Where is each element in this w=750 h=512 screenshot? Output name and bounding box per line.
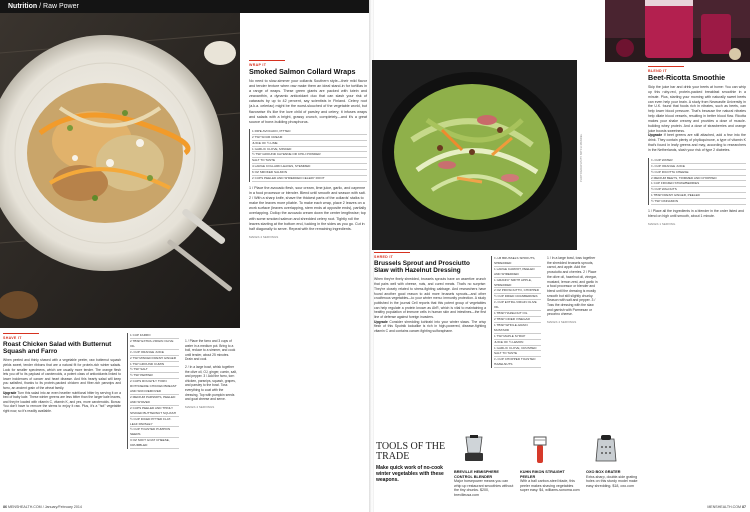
- shave-step-2: 2 / In a large bowl, whisk together the olive oil, OJ, ginger, cumin, salt, and pepper. 3 / Add the farro, torn chicken, parsnips, squash, grapes, and parsley to the bowl. Toss everything to coat with the dressing. Top with pumpkin seeds and goat cheese and serve.: [185, 364, 237, 402]
- ingredient-item: 2 OZ PROSCIUTTO, CHOPPED: [494, 288, 541, 294]
- ingredient-item: 1 TBSP HAZELNUT OIL: [494, 311, 541, 317]
- upgrade-label: Upgrade: [648, 133, 663, 138]
- ingredient-item: 2 CUPS ROUGHLY TORN ROTISSERIE CHICKEN BREAST AND SKIN REMOVED: [130, 379, 179, 395]
- ingredient-item: ½ TSP CINNAMON: [651, 199, 746, 205]
- ingredient-item: ½ CUP TOASTED PUMPKIN SEEDS: [130, 427, 179, 438]
- ingredient-item: 2 MEDIUM PARSNIPS, PEELED AND SHAVED: [130, 395, 179, 406]
- shave-ingredients: [127, 333, 179, 449]
- ingredient-item: ½ CUP WALNUTS: [651, 187, 746, 193]
- ingredient-item: 1 TSP GROUND CUMIN: [130, 362, 179, 368]
- ingredient-item: 2 TSP MINCED FRESH GINGER: [130, 356, 179, 362]
- left-folio: [3, 505, 82, 509]
- slaw-ingredients: [491, 256, 541, 368]
- upgrade-text: Turn this salad into an even heartier nutritional hitter by serving it on a bed of baby kale. These winter greens are less bitter than the larger kale leaves, and they're loaded with vitamin C, vitamin K, and yes, more carotenoids. Bonus: You don't have to remove the stems to enjoy it raw. Plus, it's a "hot" vegetable right now, so it's readily available.: [3, 390, 121, 413]
- slaw-article: [374, 252, 486, 334]
- slaw-image: [372, 60, 577, 250]
- wrap-ingredients: [249, 129, 367, 182]
- section-header: [0, 0, 370, 13]
- ingredient-item: 2 CUPS PEELED AND THINLY SHAVED BUTTERNUT SQUASH: [130, 406, 179, 417]
- tool-name: KUHN RIKON STRAIGHT PEELER: [520, 470, 565, 479]
- right-folio: [707, 505, 746, 509]
- ingredient-item: 1 CUP FROZEN STRAWBERRIES: [651, 181, 746, 187]
- tools-subheading: Make quick work of no-cook winter vegetables with these weapons.: [376, 465, 444, 483]
- left-credit: MENSHEALTH.COM: [8, 505, 42, 509]
- grater-icon: [586, 435, 626, 463]
- ingredient-item: 1 GARLIC CLOVE, CRUSHED: [494, 346, 541, 352]
- ingredient-item: SALT TO TASTE: [252, 158, 367, 164]
- shave-byline: MAKES 4 SERVINGS: [185, 404, 215, 409]
- tool-desc: Extra-sharp, double-side grating holes on this sturdy model make easy shredding. $18, oxo.com: [586, 474, 638, 488]
- wrap-kicker: WRAP IT: [249, 63, 267, 67]
- shave-article: [3, 333, 121, 414]
- ingredient-item: 1 GARLIC CLOVE, MINCED: [252, 147, 367, 153]
- ingredient-item: 1 TBSP WHOLE-GRAIN MUSTARD: [494, 323, 541, 334]
- ingredient-item: ¼ CUP ORANGE JUICE: [130, 350, 179, 356]
- blender-icon: [454, 435, 494, 463]
- ingredient-item: 1 GRANNY SMITH APPLE, SHREDDED: [494, 278, 541, 289]
- ingredient-item: 1 CUP FARRO: [130, 333, 179, 339]
- ingredient-item: 1 LARGE CARROT, PEELED AND SHREDDED: [494, 267, 541, 278]
- ingredient-item: ¾ CUP WATER: [651, 158, 746, 164]
- slaw-kicker: SHRED IT: [374, 255, 394, 259]
- slaw-body: When they're finely shredded, brussels sprouts have an assertive crunch that pairs well with cheese, nuts, and cured meats. That's no surprise: They're closely related to stress-fighting cabbage. And researchers have found another good reason to add more brussels sprouts—and other cruciferous vegetables—to your winter menu: immunity protection. A study published in the journal Cell reports that this potent group of vegetables can help regulate a protein known as AhR, which is vital to maintaining a healthy population of immune cells in human skin and intestines—the first line of defense against foreign invaders.: [374, 277, 486, 320]
- wrap-step: 1 / Place the avocado flesh, sour cream, lime juice, garlic, and cayenne in a food processor or blender. Blend until smooth and season with salt. 2 / With a sharp knife, shave the thickest parts of the collards' stalks to make the leaves more pliable. To make each wrap, place 2 leaves on a work surface (leaves overlapping, stem ends at opposite ends), partially overlapping. Dollop the avocado cream down the center lengthwise; top with some smoked salmon and shredded celery root. Tightly roll the leaves starting at the bottom end, tucking in the sides as you go. Cut in half diagonally to serve. Repeat with the remaining ingredients.: [249, 186, 367, 231]
- shave-title: Roast Chicken Salad with Butternut Squash and Farro: [3, 341, 112, 356]
- smoothie-upgrade: [648, 133, 746, 152]
- wrap-title: Smoked Salmon Collard Wraps: [249, 67, 356, 76]
- smoothie-image: [605, 0, 750, 62]
- tools-heading-block: [376, 442, 446, 502]
- left-page-number: 86: [3, 505, 7, 509]
- shave-step-1: 1 / Place the farro and 3 cups of water in a medium pot. Bring to a boil, reduce to a simmer, and cook until tender, about 25 minutes. Drain and cool.: [185, 339, 236, 362]
- ingredient-item: ½ TSP SALT: [130, 367, 179, 373]
- slaw-photo: [372, 60, 577, 250]
- shave-upgrade: [3, 391, 121, 414]
- left-page: [0, 0, 370, 512]
- tool-blender: [454, 435, 514, 495]
- slaw-step: 1 / In a large bowl, toss together the shredded brussels sprouts, carrot, and apple. Add the prosciutto and cherries. 2 / Place the olive oil, hazelnut oil, vinegar, mustard, lemon zest, and garlic in a food processor or blender and blend until the dressing is mostly smooth but still slightly chunky. Season with salt and pepper. 3 / Toss the dressing with the slaw and garnish with Parmesan or pecorino cheese.: [547, 256, 598, 317]
- smoothie-rule: [648, 66, 684, 67]
- smoothie-step: 1 / Place all the ingredients in a blender in the order listed and blend on high until smooth, about 1 minute.: [648, 209, 744, 218]
- shave-rule: [3, 333, 39, 334]
- slaw-title: Brussels Sprout and Prosciutto Slaw with Hazelnut Dressing: [374, 260, 470, 275]
- photo-credit-text: PHOTOGRAPHS BY MITCH MANDEL: [579, 133, 583, 182]
- ingredient-item: ¾ CUP ORANGE JUICE: [651, 164, 746, 170]
- ingredient-item: 2 TBSP EXTRA-VIRGIN OLIVE OIL: [130, 339, 179, 350]
- ingredient-item: 2 TBSP CIDER VINEGAR: [494, 317, 541, 323]
- ingredient-item: JUICE OF ½ LIME: [252, 141, 367, 147]
- ingredient-item: ½ CUP DRIED CRANBERRIES: [494, 294, 541, 300]
- tools-heading: TOOLS OF THE TRADE: [376, 441, 446, 462]
- ingredient-item: 3 OZ SOFT GOAT CHEESE, CRUMBLED: [130, 438, 179, 449]
- ingredient-item: ½ CUP RICOTTA CHEESE: [651, 170, 746, 176]
- slaw-byline: MAKES 4 SERVINGS: [547, 320, 577, 325]
- section-name: Nutrition: [8, 3, 38, 10]
- tool-name: OXO BOX GRATER: [586, 470, 621, 474]
- subsection-name: Raw Power: [43, 3, 79, 10]
- ingredient-item: SALT TO TASTE: [494, 351, 541, 357]
- ingredient-item: 2 CUPS PEELED AND SHREDDED CELERY ROOT: [252, 176, 367, 182]
- ingredient-item: ½ CUP DICED PITTED FLAT-LEAF PARSLEY: [130, 417, 179, 428]
- ingredient-item: 6 OZ SMOKED SALMON: [252, 170, 367, 176]
- wrap-byline: MAKES 4 SERVINGS: [249, 234, 279, 239]
- ingredient-item: ¼ CUP CHOPPED TOASTED HAZELNUTS: [494, 357, 541, 368]
- tool-peeler: [520, 435, 580, 495]
- ingredient-item: 1 TSP MAPLE SYRUP: [494, 334, 541, 340]
- slaw-upgrade: [374, 320, 486, 334]
- ingredient-item: ¾ LB BRUSSELS SPROUTS, SHREDDED: [494, 256, 541, 267]
- left-folio-separator: /: [42, 505, 45, 509]
- slaw-steps: [547, 256, 599, 324]
- right-page-number: 87: [742, 505, 746, 509]
- ingredient-item: ½ TSP GROUND CAYENNE OR CHILI POWDER: [252, 152, 367, 158]
- left-date: January/February 2014: [44, 505, 82, 509]
- right-credit: MENSHEALTH.COM: [707, 505, 741, 509]
- peeler-icon: [520, 435, 560, 463]
- chicken-salad-photo: [0, 13, 240, 328]
- smoothie-kicker: BLEND IT: [648, 69, 667, 73]
- ingredient-item: 2 TSP SOUR CREAM: [252, 135, 367, 141]
- ingredient-item: ¼ CUP EXTRA-VIRGIN OLIVE OIL: [494, 300, 541, 311]
- photo-credit: [579, 62, 585, 182]
- upgrade-text: Consider shredding kohlrabi into your winter slaws. The crisp flesh of this Sputnik lookalike is rich in high-powered, disease-fighting vitamin C and contains cancer-fighting sulforaphane.: [374, 319, 486, 334]
- smoothie-body: Skip the juice bar and drink your beets at home: You can whip up this ruby-red, protein-packed breakfast smoothie in a minute. Plus, starting your morning with naturally sweet beets can even help your brain. A study from Newcastle University in the U.K. found that foods rich in nitrates, such as beets, can help lower blood pressure. That's because the natural nitrates help dilate blood vessels, resulting in better blood flow. Ricotta makes your shake creamy and provides a dose of muscle-building whey protein. And a dose of strawberries and orange juice boosts sweetness.: [648, 85, 746, 133]
- shave-steps: [185, 339, 237, 409]
- shave-kicker: SHAVE IT: [3, 336, 22, 340]
- smoothie-title: Beet-Ricotta Smoothie: [648, 73, 726, 82]
- upgrade-text: If beet greens are still attached, add a few into the drink. They contain plenty of phylloquinone, a type of vitamin K that's found in leafy greens and may, according to researchers in the Netherlands, slash your risk of type 2 diabetes.: [648, 133, 746, 152]
- smoothie-byline: MAKES 1 SERVING: [648, 221, 676, 226]
- ingredient-item: 4 LARGE COLLARD LEAVES, STEMMED: [252, 164, 367, 170]
- ingredient-item: JUICE OF ½ LEMON: [494, 340, 541, 346]
- ingredient-item: ½ TSP PEPPER: [130, 373, 179, 379]
- tool-desc: With a ball carbon-steel blade, this peeler makes shaving vegetables super easy. $4, williams-sonoma.com: [520, 479, 580, 493]
- ingredient-item: 1 TBSP FRESH GINGER, PEELED: [651, 193, 746, 199]
- smoothie-ingredients: [648, 158, 746, 205]
- upgrade-label: Upgrade: [374, 319, 388, 324]
- right-page: [372, 0, 750, 512]
- tool-grater: [586, 435, 646, 495]
- chicken-salad-image: [0, 13, 240, 328]
- ingredient-item: 2 MEDIUM BEETS, TRIMMED AND CHOPPED: [651, 176, 746, 182]
- shave-body: When peeled and thinly shaved with a vegetable peeler, raw butternut squash yields sweet, tender ribbons that are a natural fit for protein-rich winter salads. Look for smaller specimens, which are usually more tender. The orange flesh lets you off to its payload of carotenoids, a potent class of antioxidants linked to lower incidences of cancer and heart disease. And this hearty salad will keep you satisfied, thanks to its protein-packed chicken and fiber-rich parsnips and farro, an ancient grain of the wheat family.: [3, 358, 121, 390]
- upgrade-label: Upgrade: [3, 390, 17, 395]
- slaw-rule: [374, 252, 410, 253]
- wrap-body: No need to slow-simmer your collards Southern style—their mild flavor and tender texture when raw make them an ideal stand-in for tortillas in a range of wraps. These green giants are packed with lutein and zeaxanthin, a dynamic antioxidant duo that can slash your risk of cataracts by up to 42 percent, say scientists in Finland. Celery root (a.k.a. celeriac) might be the worst-slouched of the vegetable world, but flavorwise it's like the love child of parsley and celery; it infuses wraps and salads with a bright, grassy crunch, completely—and it's a great source of bone-building phosphorus.: [249, 79, 367, 124]
- smoothie-article: [648, 66, 746, 226]
- tool-name: BREVILLE HEMISPHERE CONTROL BLENDER: [454, 470, 499, 479]
- ingredient-item: 1 RIPE AVOCADO, PITTED: [252, 129, 367, 135]
- wrap-rule: [249, 60, 285, 61]
- tool-desc: Major horsepower means you can whip up restaurant smoothies without the tiny chunks. $200, brevilleusa.com: [454, 479, 514, 497]
- wrap-article: [249, 60, 367, 239]
- header-separator: /: [39, 3, 44, 10]
- smoothie-photo: [605, 0, 750, 62]
